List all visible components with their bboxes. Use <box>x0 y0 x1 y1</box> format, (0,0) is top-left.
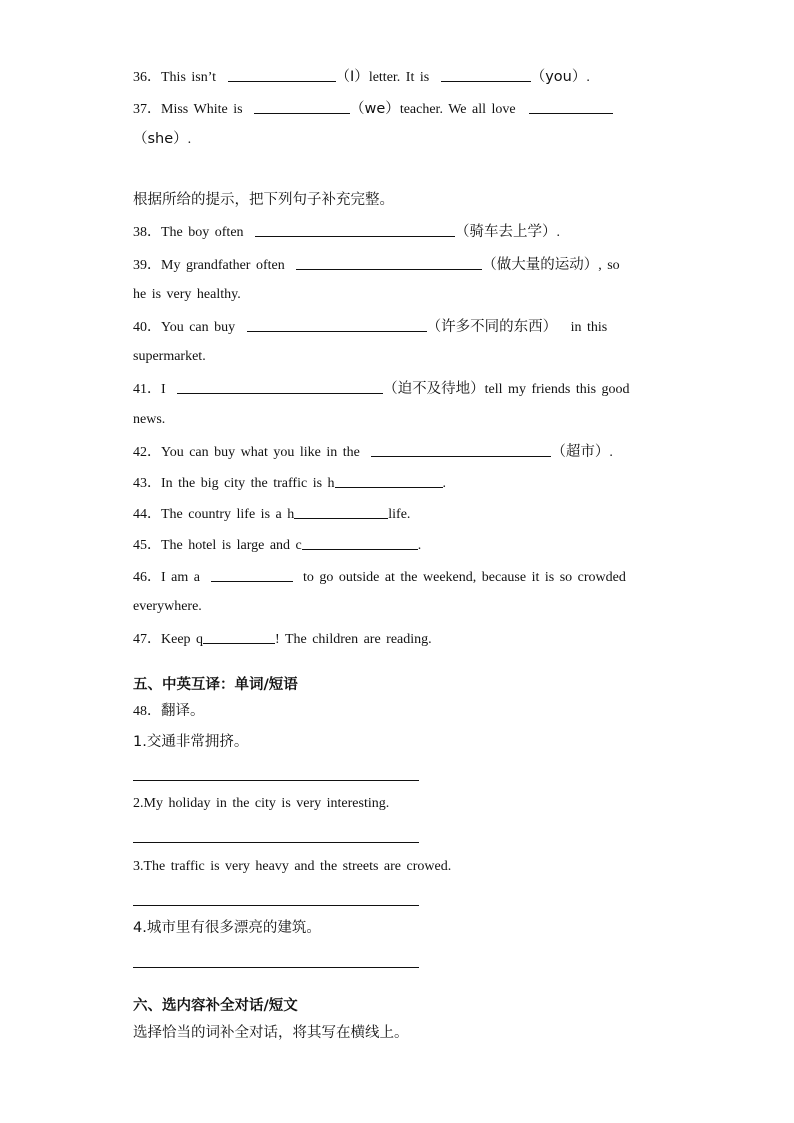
answer-blank[interactable] <box>302 535 418 550</box>
translation-item-4: 4.城市里有很多漂亮的建筑。 <box>133 920 321 936</box>
answer-blank[interactable] <box>296 255 482 270</box>
question-39: 39．My grandfather often （做大量的运动）, so <box>133 257 620 273</box>
instruction-text: 根据所给的提示，把下列句子补充完整。 <box>133 192 394 208</box>
translation-item-2: 2.My holiday in the city is very interesting. <box>133 796 390 811</box>
translation-item-1: 1.交通非常拥挤。 <box>133 734 249 750</box>
question-48: 48．翻译。 <box>133 703 205 719</box>
question-44: 44．The country life is a h life. <box>133 504 410 524</box>
question-42: 42．You can buy what you like in the （超市）. <box>133 444 613 460</box>
question-38: 38．The boy often （骑车去上学）. <box>133 224 561 240</box>
answer-blank[interactable] <box>177 379 383 394</box>
section-heading-6: 六、选内容补全对话/短文 <box>133 998 298 1014</box>
answer-blank[interactable] <box>203 629 275 644</box>
answer-line[interactable] <box>133 905 419 906</box>
answer-line[interactable] <box>133 842 419 843</box>
answer-blank[interactable] <box>228 67 336 82</box>
answer-blank[interactable] <box>247 317 427 332</box>
question-37-cont: （she）. <box>133 131 192 147</box>
answer-blank[interactable] <box>254 99 350 114</box>
question-46: 46．I am a to go outside at the weekend, because it is so crowded <box>133 567 626 587</box>
answer-blank[interactable] <box>441 67 531 82</box>
answer-line[interactable] <box>133 780 419 781</box>
question-43: 43．In the big city the traffic is h . <box>133 473 446 493</box>
question-37: 37．Miss White is （we）teacher. We all love <box>133 99 613 119</box>
answer-blank[interactable] <box>294 504 388 519</box>
answer-blank[interactable] <box>335 473 443 488</box>
question-46-cont: everywhere. <box>133 599 202 614</box>
question-39-cont: he is very healthy. <box>133 287 241 302</box>
answer-blank[interactable] <box>529 99 613 114</box>
section-heading-5: 五、中英互译：单词/短语 <box>133 677 298 693</box>
question-45: 45．The hotel is large and c . <box>133 535 421 555</box>
question-40: 40．You can buy （许多不同的东西） in this <box>133 319 608 335</box>
answer-blank[interactable] <box>255 222 455 237</box>
question-36: 36．This isn’t （I）letter. It is （you）. <box>133 69 590 85</box>
question-41-cont: news. <box>133 412 166 427</box>
translation-item-3: 3.The traffic is very heavy and the streets are crowed. <box>133 859 452 874</box>
answer-blank[interactable] <box>211 567 293 582</box>
answer-line[interactable] <box>133 967 419 968</box>
question-47: 47．Keep q ! The children are reading. <box>133 629 432 649</box>
instruction-text: 选择恰当的词补全对话，将其写在横线上。 <box>133 1025 409 1041</box>
question-41: 41．I （迫不及待地）tell my friends this good <box>133 381 630 397</box>
answer-blank[interactable] <box>371 442 551 457</box>
question-40-cont: supermarket. <box>133 349 206 364</box>
